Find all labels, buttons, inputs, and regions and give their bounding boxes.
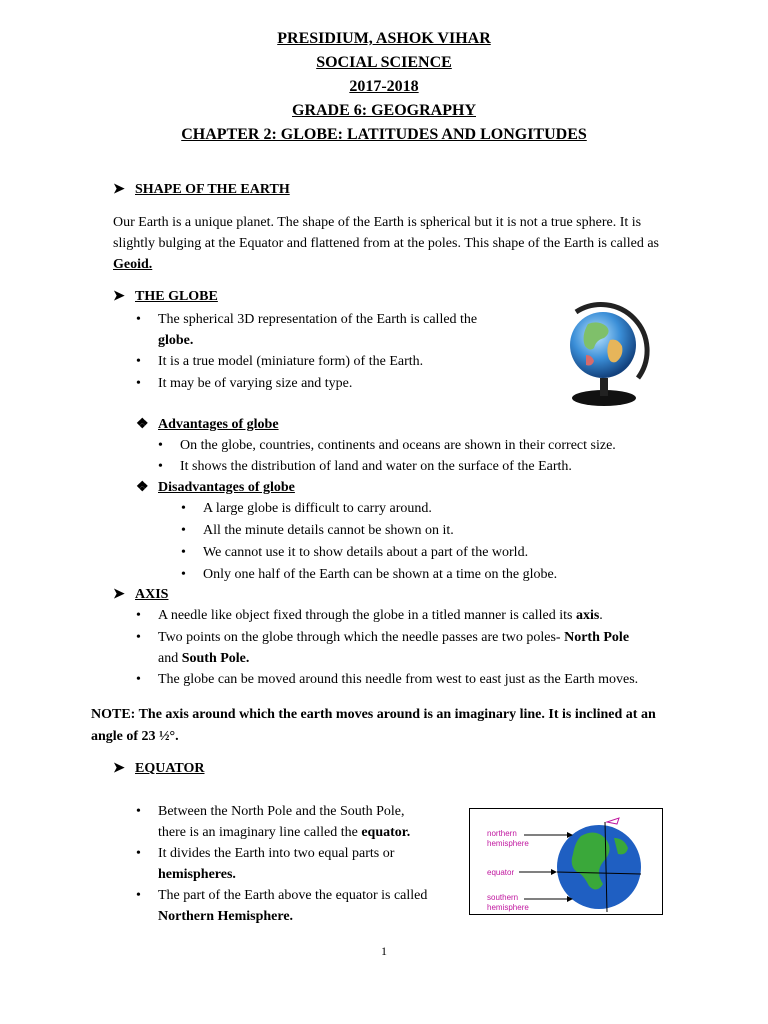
subject-title: SOCIAL SCIENCE (316, 54, 452, 71)
equator-bullet-3: • The part of the Earth above the equator is called Northern Hemisphere. (136, 888, 428, 924)
disadvantage-item: • A large globe is difficult to carry around. (181, 501, 432, 516)
page-number: 1 (381, 944, 387, 958)
globe-bullet-2: • It is a true model (miniature form) of the Earth. (136, 354, 424, 369)
section-shape-heading: ➤ SHAPE OF THE EARTH (113, 182, 290, 197)
arrow-bullet-icon: ➤ (113, 587, 125, 602)
label-equator: equator (487, 868, 515, 877)
section-axis-heading: ➤ AXIS (113, 587, 169, 602)
arrow-bullet-icon: ➤ (113, 761, 125, 776)
hemisphere-diagram (469, 808, 663, 915)
label-southern-2: hemisphere (487, 903, 529, 912)
arrow-bullet-icon: ➤ (113, 289, 125, 304)
label-northern-2: hemisphere (487, 839, 529, 848)
section-equator-heading: ➤ EQUATOR (113, 761, 205, 776)
advantage-item: • On the globe, countries, continents and oceans are shown in their correct size. (158, 438, 616, 453)
shape-paragraph: Our Earth is a unique planet. The shape of the Earth is spherical but it is not a true sphere. It is slightly bulging at the Equator and flattened from at the poles. This shape of the Earth is called as Geoid. (113, 215, 659, 272)
advantages-heading: ❖ Advantages of globe (136, 417, 279, 432)
axis-bullet-3: • The globe can be moved around this needle from west to east just as the Earth moves. (136, 672, 639, 687)
advantage-item: • It shows the distribution of land and water on the surface of the Earth. (158, 459, 572, 474)
label-southern-1: southern (487, 893, 519, 902)
label-northern-1: northern (487, 829, 517, 838)
grade-title: GRADE 6: GEOGRAPHY (292, 102, 476, 119)
disadvantage-item: • We cannot use it to show details about a part of the world. (181, 545, 529, 560)
globe-bullet-1: • The spherical 3D representation of the Earth is called the globe. (136, 312, 478, 348)
disadvantage-item: • All the minute details cannot be shown on it. (181, 523, 454, 538)
session-year: 2017-2018 (349, 78, 419, 95)
globe-image (548, 300, 660, 412)
arrow-bullet-icon: ➤ (113, 182, 125, 197)
school-name: PRESIDIUM, ASHOK VIHAR (277, 30, 491, 47)
diamond-bullet-icon: ❖ (136, 480, 149, 495)
globe-bullet-3: • It may be of varying size and type. (136, 376, 353, 391)
note-text: NOTE: The axis around which the earth moves around is an imaginary line. It is inclined at an angle of 23 ½°. (91, 707, 656, 744)
diamond-bullet-icon: ❖ (136, 417, 149, 432)
disadvantages-heading: ❖ Disadvantages of globe (136, 480, 295, 495)
disadvantage-item: • Only one half of the Earth can be shown at a time on the globe. (181, 567, 558, 582)
axis-bullet-1: • A needle like object fixed through the globe in a titled manner is called its axis. (136, 608, 603, 623)
chapter-title: CHAPTER 2: GLOBE: LATITUDES AND LONGITUDES (181, 126, 587, 143)
axis-bullet-2: • Two points on the globe through which the needle passes are two poles- North Pole and South Pole. (136, 630, 630, 666)
section-globe-heading: ➤ THE GLOBE (113, 289, 218, 304)
equator-bullet-2: • It divides the Earth into two equal parts or hemispheres. (136, 846, 395, 882)
equator-bullet-1: • Between the North Pole and the South Pole, there is an imaginary line called the equator. (136, 804, 411, 840)
